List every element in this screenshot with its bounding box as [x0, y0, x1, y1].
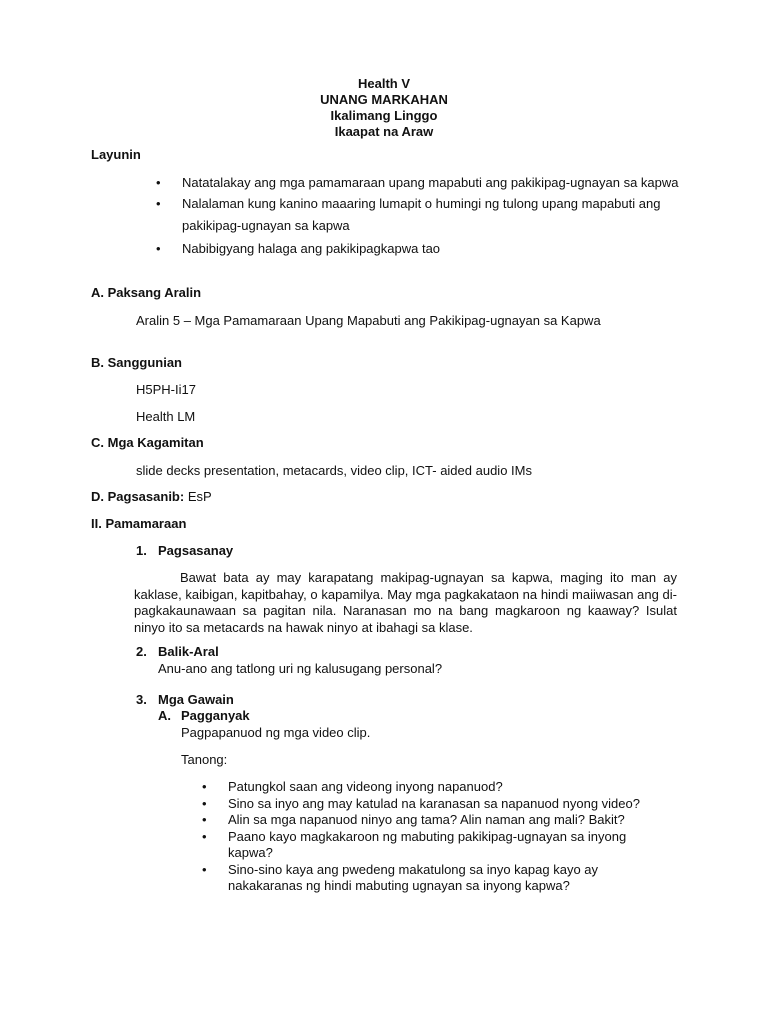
step-number: 2.	[136, 644, 147, 659]
question-item: • Patungkol saan ang videong inyong napanuod?	[202, 779, 672, 796]
pagganyak-title: Pagganyak	[181, 708, 250, 723]
tanong-label: Tanong:	[181, 752, 228, 767]
question-item: • Sino sa inyo ang may katulad na karanasan sa napanuod nyong video?	[202, 796, 672, 813]
document-title-block	[0, 76, 768, 140]
sanggunian-code: H5PH-Ii17	[136, 382, 196, 397]
kagamitan-heading: C. Mga Kagamitan	[91, 435, 204, 450]
layunin-item: • Nabibigyang halaga ang pakikipagkapwa tao	[156, 241, 682, 257]
paksang-aralin-text: Aralin 5 – Mga Pamamaraan Upang Mapabuti ang Pakikipag-ugnayan sa Kapwa	[136, 313, 601, 328]
layunin-list	[156, 175, 682, 257]
quarter-title: UNANG MARKAHAN	[320, 92, 448, 107]
layunin-item: • Nalalaman kung kanino maaaring lumapit o humingi ng tulong upang mapabuti ang pakikipag-ugnayan sa kapwa	[156, 193, 682, 237]
step-number: 3.	[136, 692, 147, 707]
subject-title: Health V	[357, 76, 410, 91]
pagsasanib-value: EsP	[184, 489, 212, 504]
kagamitan-text: slide decks presentation, metacards, video clip, ICT- aided audio IMs	[136, 463, 532, 478]
question-item: • Paano kayo magkakaroon ng mabuting pakikipag-ugnayan sa inyong kapwa?	[202, 829, 672, 862]
pagsasanib-label: D. Pagsasanib:	[91, 489, 185, 504]
tanong-list	[202, 779, 672, 895]
balik-aral-title: Balik-Aral	[158, 644, 219, 659]
paksang-aralin-heading: A. Paksang Aralin	[91, 285, 202, 300]
mga-gawain-title: Mga Gawain	[158, 692, 234, 707]
pamamaraan-heading: II. Pamamaraan	[91, 516, 187, 531]
pagsasanay-title: Pagsasanay	[158, 543, 234, 558]
pagsasanay-body: Bawat bata ay may karapatang makipag-ugnayan sa kapwa, maging ito man ay kaklase, kaibigan, kapitbahay, o kapamilya. May mga pagkakataon na hindi maiiwasan ang di-pagkakaunawaan sa pagitan nila. Naranasan mo na bang magkaroon ng kaaway? Isulat ninyo ito sa metacards na hawak ninyo at ibahagi sa klase.	[134, 570, 677, 635]
question-item: • Sino-sino kaya ang pwedeng makatulong sa inyo kapag kayo ay nakakaranas ng hindi mabuting ugnayan sa inyong kapwa?	[202, 862, 672, 895]
day-title: Ikaapat na Araw	[334, 124, 434, 139]
step-number: 1.	[136, 543, 147, 558]
layunin-item: • Natatalakay ang mga pamamaraan upang mapabuti ang pakikipag-ugnayan sa kapwa	[156, 175, 682, 191]
pagsasanib-line	[91, 489, 212, 504]
pagganyak-body: Pagpapanuod ng mga video clip.	[181, 725, 371, 740]
week-title: Ikalimang Linggo	[330, 108, 438, 123]
layunin-heading: Layunin	[91, 147, 141, 162]
balik-aral-body: Anu-ano ang tatlong uri ng kalusugang personal?	[158, 661, 443, 676]
sanggunian-heading: B. Sanggunian	[91, 355, 182, 370]
question-item: • Alin sa mga napanuod ninyo ang tama? Alin naman ang mali? Bakit?	[202, 812, 672, 829]
sub-letter: A.	[158, 708, 171, 723]
sanggunian-book: Health LM	[136, 409, 196, 424]
